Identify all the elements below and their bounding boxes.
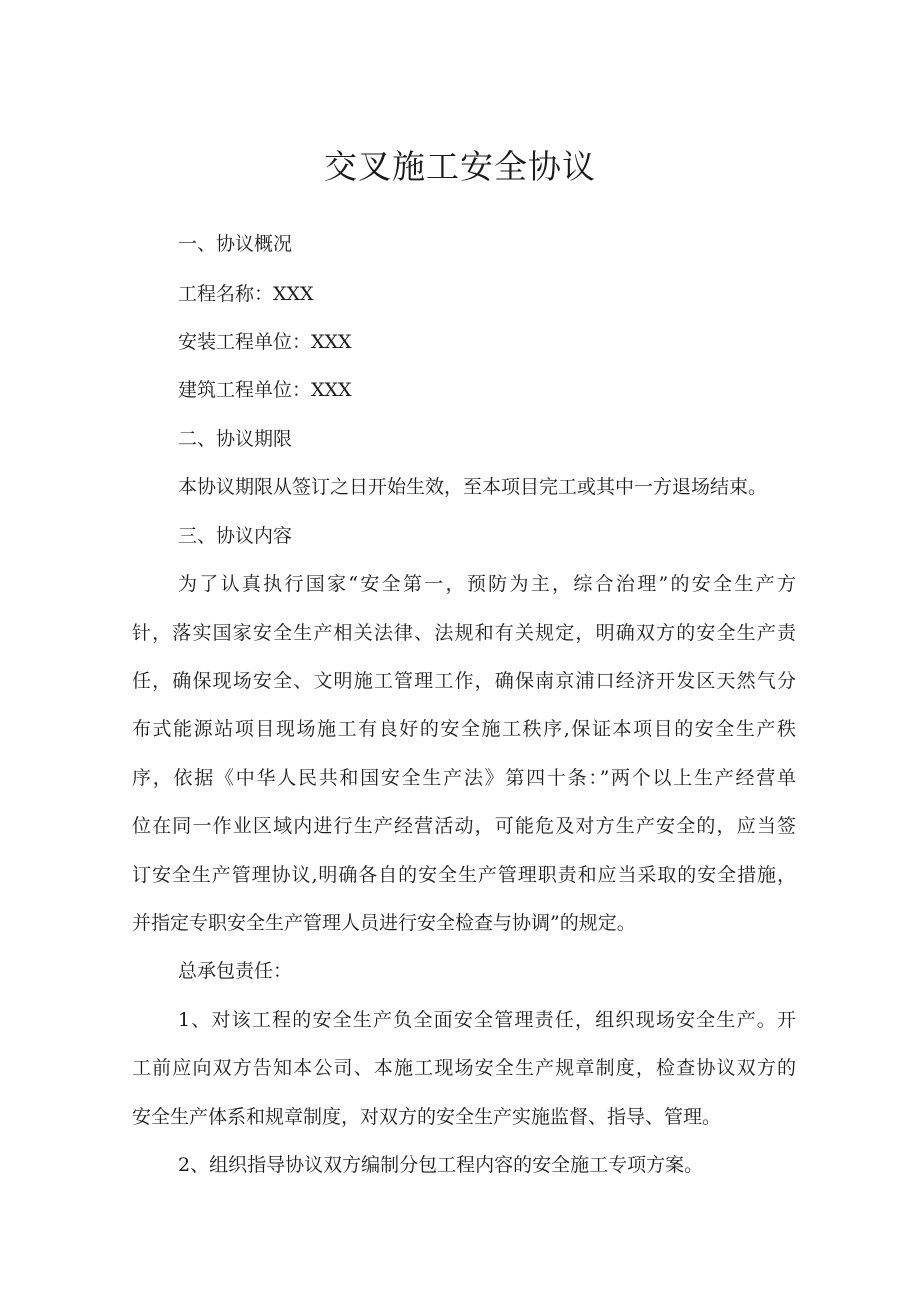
paragraph-line: 并指定专职安全生产管理人员进行安全检查与协调”的规定。	[132, 912, 636, 934]
paragraph-line: 布式能源站项目现场施工有良好的安全施工秩序,保证本项目的安全生产秩	[132, 718, 796, 740]
paragraph-line: 订安全生产管理协议,明确各自的安全生产管理职责和应当采取的安全措施，	[132, 864, 796, 886]
item-line: 工前应向双方告知本公司、本施工现场安全生产规章制度，检查协议双方的	[132, 1057, 796, 1079]
install-unit-line: 安装工程单位：XXX	[178, 331, 352, 353]
paragraph-line: 针，落实国家安全生产相关法律、法规和有关规定，明确双方的安全生产责	[132, 622, 796, 644]
document-title: 交叉施工安全协议	[324, 147, 596, 186]
section-heading-overview: 一、协议概况	[178, 233, 293, 255]
contractor-heading: 总承包责任：	[178, 960, 293, 982]
paragraph-line: 序，依据《中华人民共和国安全生产法》第四十条：”两个以上生产经营单	[132, 767, 796, 789]
section-heading-content: 三、协议内容	[178, 525, 293, 547]
item-line: 安全生产体系和规章制度，对双方的安全生产实施监督、指导、管理。	[132, 1106, 722, 1128]
item-2: 2、组织指导协议双方编制分包工程内容的安全施工专项方案。	[178, 1154, 704, 1176]
building-unit-line: 建筑工程单位：XXX	[178, 379, 352, 401]
paragraph-line: 为了认真执行国家“安全第一，预防为主，综合治理”的安全生产方	[178, 573, 796, 595]
term-text: 本协议期限从签订之日开始生效，至本项目完工或其中一方退场结束。	[178, 476, 768, 498]
paragraph-line: 位在同一作业区域内进行生产经营活动，可能危及对方生产安全的，应当签	[132, 815, 796, 837]
item-line: 1、对该工程的安全生产负全面安全管理责任，组织现场安全生产。开	[178, 1009, 796, 1031]
paragraph-line: 任，确保现场安全、文明施工管理工作，确保南京浦口经济开发区天然气分	[132, 670, 796, 692]
section-heading-term: 二、协议期限	[178, 428, 293, 450]
project-name-line: 工程名称：XXX	[178, 283, 314, 305]
